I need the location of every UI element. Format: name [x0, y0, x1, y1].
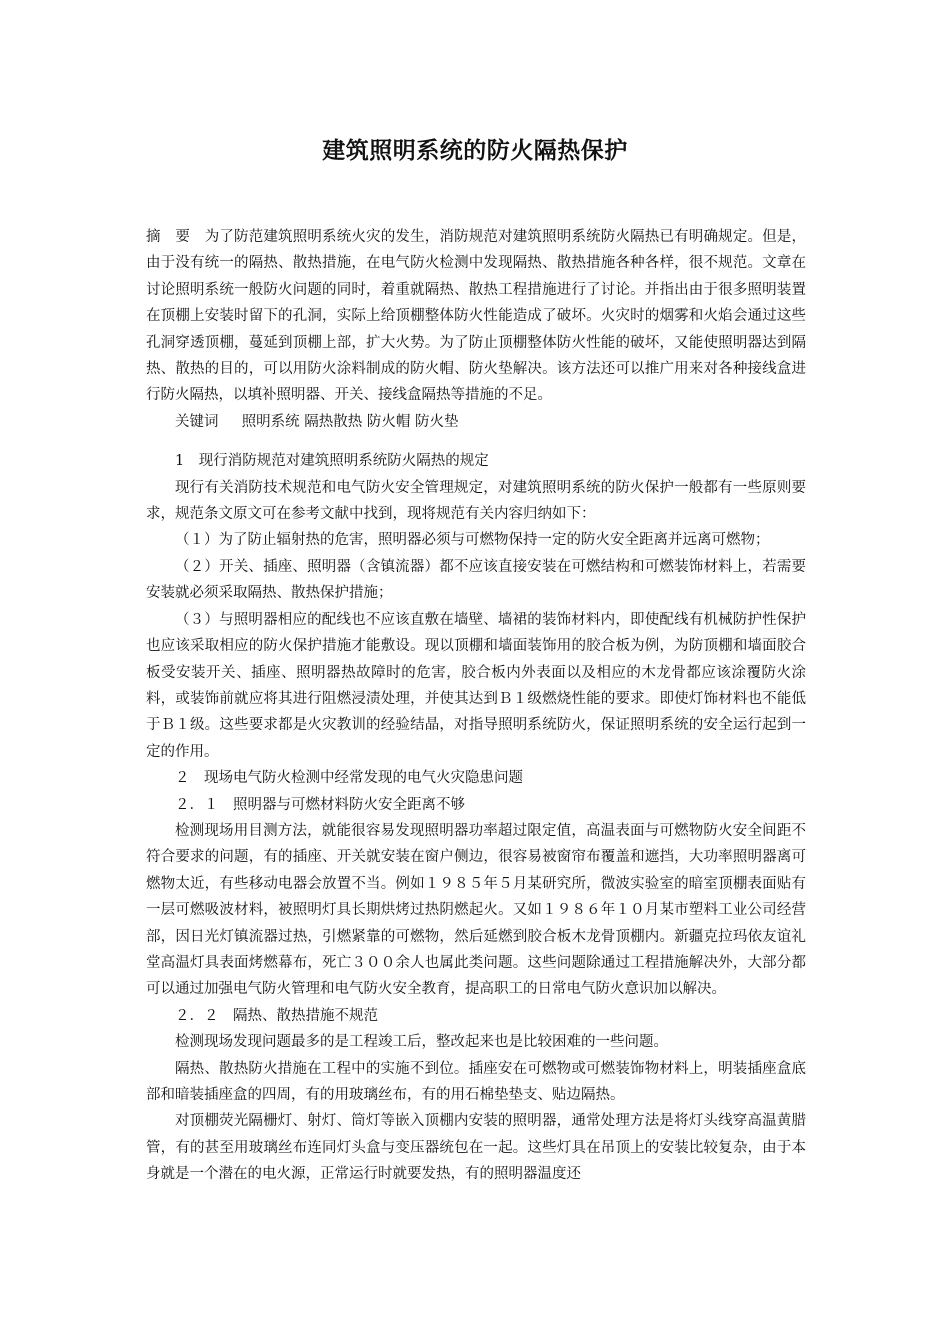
section-2-2-paragraph-1: 检测现场发现问题最多的是工程竣工后，整改起来也是比较困难的一些问题。	[175, 1034, 668, 1051]
document-title: 建筑照明系统的防火隔热保护	[322, 137, 628, 164]
section-2-2-paragraph-2: 隔热、散热防火措施在工程中的实施不到位。插座安在可燃物或可燃装饰物材料上，明装插座盒底部和暗装插座盒的四周，有的用玻璃丝布，有的用石棉垫垫支、贴边隔热。	[146, 1060, 806, 1103]
section-2-2-paragraph-3: 对顶棚荧光隔栅灯、射灯、筒灯等嵌入顶棚内安装的照明器，通常处理方法是将灯头线穿高温黄腊管，有的甚至用玻璃丝布连同灯头盒与变压器统包在一起。这些灯具在吊顶上的安装比较复杂，由于本身就是一个潜在的电火源，正常运行时就要发热，有的照明器温度还	[146, 1113, 806, 1183]
section-2-heading: ２ 现场电气防火检测中经常发现的电气火灾隐患问题	[175, 770, 523, 787]
section-1-heading: 1 现行消防规范对建筑照明系统防火隔热的规定	[175, 453, 489, 470]
keywords-label: 关键词	[175, 413, 219, 430]
abstract-paragraph	[146, 224, 806, 409]
section-2-1-paragraph: 检测现场用目测方法，就能很容易发现照明器功率超过限定值，高温表面与可燃物防火安全间距不符合要求的问题，有的插座、开关就安装在窗户侧边，很容易被窗帘布覆盖和遮挡，大功率照明器离可燃物太近，有些移动电器会放置不当。例如１９８５年５月某研究所，微波实验室的暗室顶棚表面贴有一层可燃吸波材料，被照明灯具长期烘烤过热阴燃起火。又如１９８６年１０月某市塑料工业公司经营部，因日光灯镇流器过热，引燃紧靠的可燃物，然后延燃到胶合板木龙骨顶棚内。新疆克拉玛依友谊礼堂高温灯具表面烤燃幕布，死亡３００余人也属此类问题。这些问题除通过工程措施解决外，大部分都可以通过加强电气防火管理和电气防火安全教育，提高职工的日常电气防火意识加以解决。	[146, 822, 806, 998]
abstract-text: 为了防范建筑照明系统火灾的发生，消防规范对建筑照明系统防火隔热已有明确规定。但是，由于没有统一的隔热、散热措施，在电气防火检测中发现隔热、散热措施各种各样，很不规范。文章在讨论照明系统一般防火问题的同时，着重就隔热、散热工程措施进行了讨论。并指出由于很多照明装置在顶棚上安装时留下的孔洞，实际上给顶棚整体防火性能造成了破坏。火灾时的烟雾和火焰会通过这些孔洞穿透顶棚，蔓延到顶棚上部，扩大火势。为了防止顶棚整体防火性能的破坏，又能使照明器达到隔热、散热的目的，可以用防火涂料制成的防火帽、防火垫解决。该方法还可以推广用来对各种接线盒进行防火隔热，以填补照明器、开关、接线盒隔热等措施的不足。	[146, 229, 807, 404]
keywords-line	[146, 409, 806, 435]
section-2-2-heading: ２．２ 隔热、散热措施不规范	[175, 1007, 378, 1024]
section-2-1-heading: ２．１ 照明器与可燃材料防火安全距离不够	[175, 796, 465, 813]
abstract-label: 摘 要	[146, 229, 191, 245]
keywords-text: 照明系统 隔热散热 防火帽 防火垫	[241, 413, 459, 430]
section-1-paragraph: 现行有关消防技术规范和电气防火安全管理规定，对建筑照明系统的防火保护一般都有一些原则要求，规范条文原文可在参考文献中找到，现将规范有关内容归纳如下：	[146, 479, 806, 523]
document-body	[146, 224, 806, 1188]
section-1-item-1: （１）为了防止辐射热的危害，照明器必须与可燃物保持一定的防火安全距离并远离可燃物；	[175, 532, 770, 549]
section-1-item-3: （３）与照明器相应的配线也不应该直敷在墙壁、墙裙的装饰材料内，即使配线有机械防护性保护也应该采取相应的防火保护措施才能敷设。现以顶棚和墙面装饰用的胶合板为例，为防顶棚和墙面胶合板受安装开关、插座、照明器热故障时的危害，胶合板内外表面以及相应的木龙骨都应该涂覆防火涂料，或装饰前就应将其进行阻燃浸渍处理，并使其达到Ｂ１级燃烧性能的要求。即使灯饰材料也不能低于Ｂ１级。这些要求都是火灾教训的经验结晶，对指导照明系统防火，保证照明系统的安全运行起到一定的作用。	[146, 611, 806, 760]
section-1-item-2: （２）开关、插座、照明器（含镇流器）都不应该直接安装在可燃结构和可燃装饰材料上，若需要安装就必须采取隔热、散热保护措施；	[146, 558, 806, 602]
